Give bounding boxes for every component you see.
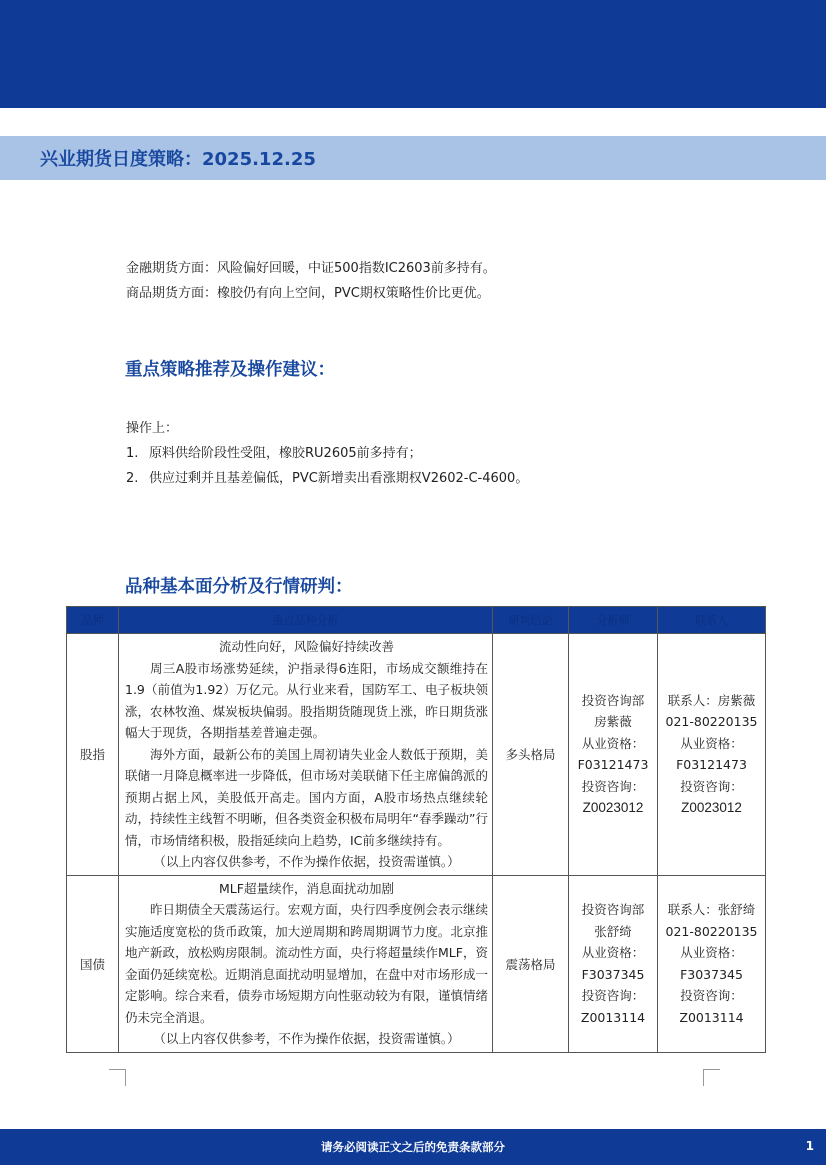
contact-qual-label: 从业资格： [680,735,743,751]
category-cell: 国债 [67,875,119,1052]
ops-item-text: 原料供给阶段性受阻，橡胶RU2605前多持有； [149,446,422,461]
analyst-consult-label: 投资咨询： [581,988,645,1003]
analysis-paragraph: 周三A股市场涨势延续，沪指录得6连阳，市场成交额维持在1.9（前值为1.92）万亿元。从行业来看，国防军工、电子板块领涨，农林牧渔、煤炭板块偏弱。股指期货随现货上涨，昨日期货涨幅大于现货，各期指基差普遍走强。 [125,660,488,740]
table-row [67,634,766,876]
contact-cell [658,634,766,876]
col-header-category: 品种 [67,607,119,634]
report-title: 兴业期货日度策略：2025.12.25 [40,149,316,170]
ops-list [126,416,528,491]
analyst-consult: Z0013114 [580,1009,646,1025]
analyst-cell [569,875,658,1052]
contact-qual-label: 从业资格： [680,945,743,960]
col-header-analyst: 分析师 [569,607,658,634]
ops-item [126,441,528,466]
contact-label: 联系人：张舒绮 [667,902,756,917]
analysis-note: （以上内容仅供参考，不作为操作依据，投资需谨慎。） [153,1031,460,1046]
contact-phone: 021-80220135 [665,714,758,730]
contact-label: 联系人：房紫薇 [667,692,756,708]
contact-consult: Z0013114 [679,1009,744,1025]
footer [0,1129,826,1165]
analyst-consult: Z0023012 [582,800,644,816]
view-cell: 震荡格局 [493,875,569,1052]
analysis-cell [119,875,493,1052]
summary [126,256,496,306]
analyst-qual-label: 从业资格： [581,945,645,960]
analyst-qual: F3037345 [581,966,645,982]
title-band [0,136,826,180]
analyst-name: 张舒绮 [594,923,632,939]
analysis-table [66,606,766,1053]
ops-label: 操作上： [126,421,179,436]
category-cell: 股指 [67,634,119,876]
analyst-qual: F03121473 [577,757,649,773]
analysis-heading: 品种基本面分析及行情研判： [125,577,353,597]
analyst-consult-label: 投资咨询： [581,778,645,794]
contact-qual: F3037345 [680,966,743,982]
contact-phone: 021-80220135 [665,923,758,939]
ops-item-text: 供应过剩并且基差偏低，PVC新增卖出看涨期权V2602-C-4600。 [149,471,529,486]
view-cell: 多头格局 [493,634,569,876]
analysis-headline: MLF超量续作，消息面扰动加剧 [219,880,394,896]
contact-cell [658,875,766,1052]
contact-consult-label: 投资咨询： [680,988,743,1003]
analyst-name: 房紫薇 [594,714,632,730]
analysis-note: （以上内容仅供参考，不作为操作依据，投资需谨慎。） [153,854,460,869]
col-header-view: 研判结论 [493,607,569,634]
summary-financial: 金融期货方面：风险偏好回暖，中证500指数IC2603前多持有。 [126,261,496,276]
header-band [0,0,826,108]
analysis-paragraph: 海外方面，最新公布的美国上周初请失业金人数低于预期，美联储一月降息概率进一步降低，但市场对美联储下任主席偏鸽派的预期占据上风，美股低开高走。国内方面，A股市场热点继续轮动，持续性主线暂不明晰，但各类资金积极布局明年“春季躁动”行情，市场情绪积极，股指延续向上趋势，IC前多继续持有。 [125,746,488,848]
table-row [67,875,766,1052]
col-header-contact: 联系人 [658,607,766,634]
strategy-heading: 重点策略推荐及操作建议： [125,360,335,380]
summary-commodity: 商品期货方面：橡胶仍有向上空间，PVC期权策略性价比更优。 [126,286,490,301]
analysis-cell [119,634,493,876]
contact-consult: Z0023012 [681,800,742,816]
footer-disclaimer: 请务必阅读正文之后的免责条款部分 [321,1140,505,1154]
ops-item [126,466,528,491]
crop-mark-left [109,1069,126,1086]
analyst-dept: 投资咨询部 [581,692,645,708]
table-header-row [67,607,766,634]
crop-mark-right [703,1069,720,1086]
ops-item-number: 1. [126,446,139,461]
ops-item-number: 2. [126,471,139,486]
analyst-qual-label: 从业资格： [581,735,645,751]
contact-qual: F03121473 [676,757,747,773]
analyst-cell [569,634,658,876]
col-header-analysis: 重点品种分析 [119,607,493,634]
analysis-headline: 流动性向好，风险偏好持续改善 [218,639,394,654]
analyst-dept: 投资咨询部 [581,902,645,917]
analysis-paragraph: 昨日期债全天震荡运行。宏观方面，央行四季度例会表示继续实施适度宽松的货币政策，加大逆周期和跨周期调节力度。北京推地产新政，放松购房限制。流动性方面，央行将超量续作MLF，资金面仍延续宽松。近期消息面扰动明显增加，在盘中对市场形成一定影响。综合来看，债券市场短期方向性驱动较为有限，谨慎情绪仍未完全消退。 [125,902,488,1025]
page-number: 1 [805,1139,814,1153]
contact-consult-label: 投资咨询： [680,778,743,794]
